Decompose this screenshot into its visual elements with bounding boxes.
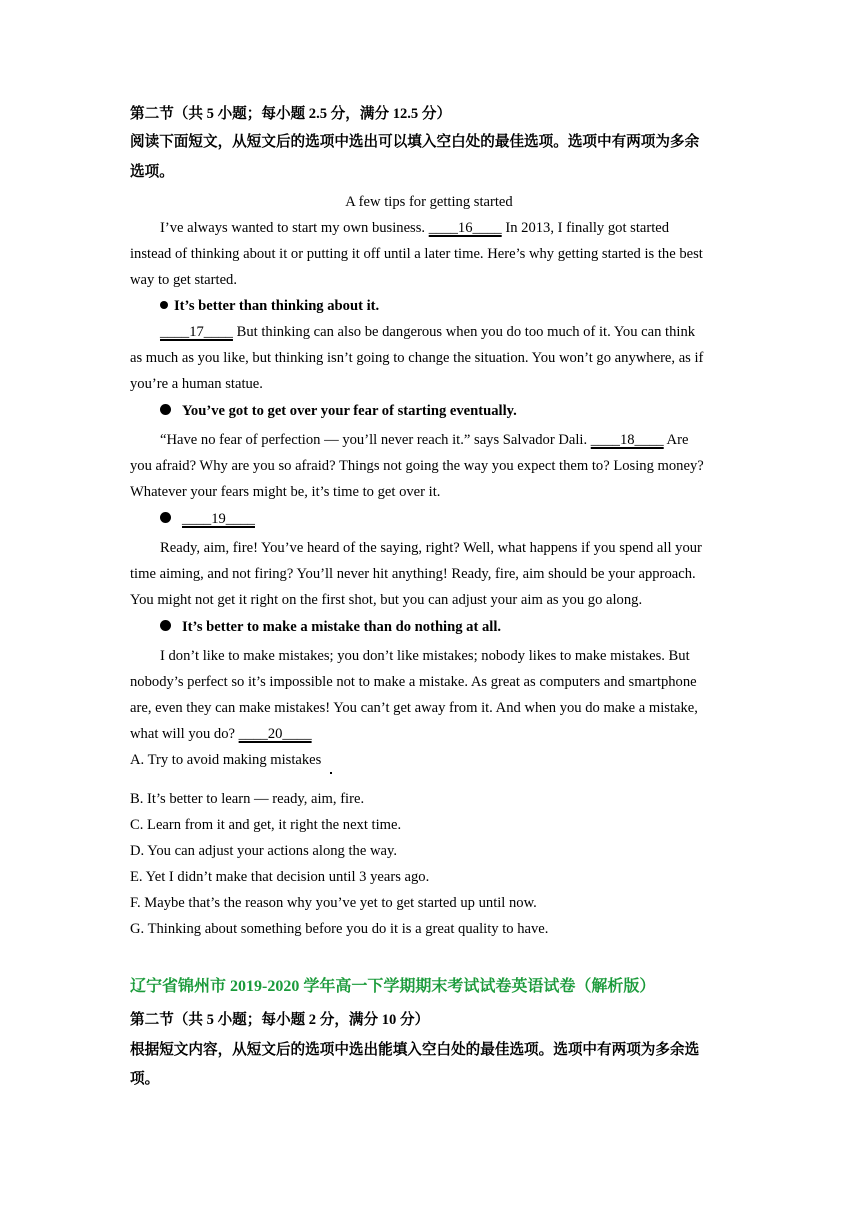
option-d: D. You can adjust your actions along the way. <box>130 843 397 859</box>
bullet-icon <box>160 512 171 523</box>
subheading-3 <box>160 509 255 529</box>
section-heading: 第二节（共 5 小题；每小题 2.5 分，满分 12.5 分） <box>130 106 452 122</box>
subheading-4: It’s better to make a mistake than do nothing at all. <box>160 617 501 637</box>
paragraph-3-line-2: you afraid? Why are you so afraid? Things not going the way you expect them to? Losing money? <box>130 458 704 474</box>
section-2-instruction-line1: 根据短文内容，从短文后的选项中选出能填入空白处的最佳选项。选项中有两项为多余选 <box>130 1042 700 1058</box>
paragraph-5-line-4: what will you do? ____20____ <box>130 726 312 742</box>
paragraph-4-line-1: Ready, aim, fire! You’ve heard of the saying, right? Well, what happens if you spend all your <box>160 540 702 556</box>
paragraph-3-line-1: “Have no fear of perfection — you’ll never reach it.” says Salvador Dali. ____18____ Are <box>160 432 689 448</box>
blank-20: ____20____ <box>238 726 312 742</box>
option-c: C. Learn from it and get, it right the next time. <box>130 817 402 833</box>
blank-19: ____19____ <box>182 511 255 527</box>
paragraph-4-line-3: You might not get it right on the first shot, but you can adjust your aim as you go along. <box>130 592 643 608</box>
source-title: 辽宁省锦州市 2019-2020 学年高一下学期期末考试试卷英语试卷（解析版） <box>130 978 656 995</box>
bullet-icon <box>160 301 168 309</box>
subheading-2: You’ve got to get over your fear of starting eventually. <box>160 401 517 421</box>
section-2-instruction-line2: 项。 <box>130 1071 160 1087</box>
blank-18: ____18____ <box>590 432 664 448</box>
paragraph-1-line-1: I’ve always wanted to start my own business. ____16____ In 2013, I finally got started <box>160 220 670 236</box>
passage-title: A few tips for getting started <box>345 194 513 210</box>
bullet-icon <box>160 620 171 631</box>
paragraph-1-line-3: way to get started. <box>130 272 237 288</box>
paragraph-1-line-2: instead of thinking about it or putting it off until a later time. Here’s why getting started is the best <box>130 246 703 262</box>
bullet-icon <box>160 404 171 415</box>
option-f: F. Maybe that’s the reason why you’ve yet to get started up until now. <box>130 895 537 911</box>
section-2-heading: 第二节（共 5 小题；每小题 2 分，满分 10 分） <box>130 1012 430 1028</box>
paragraph-5-line-1: I don’t like to make mistakes; you don’t like mistakes; nobody likes to make mistakes. But <box>160 648 690 664</box>
option-e: E. Yet I didn’t make that decision until 3 years ago. <box>130 869 430 885</box>
paragraph-2-line-3: you’re a human statue. <box>130 376 263 392</box>
paragraph-2-line-1: ____17____ But thinking can also be dangerous when you do too much of it. You can think <box>160 324 696 340</box>
blank-17: ____17____ <box>160 324 233 340</box>
paragraph-5-line-2: nobody’s perfect so it’s impossible not to make a mistake. As great as computers and smartphone <box>130 674 697 690</box>
blank-16: ____16____ <box>428 220 502 236</box>
paragraph-3-line-3: Whatever your fears might be, it’s time to get over it. <box>130 484 441 500</box>
section-instruction-line2: 选项。 <box>130 164 174 180</box>
option-a: A. Try to avoid making mistakes <box>130 752 322 768</box>
option-g: G. Thinking about something before you do it is a great quality to have. <box>130 921 549 937</box>
paragraph-5-line-3: are, even they can make mistakes! You can’t get away from it. And when you do make a mistake, <box>130 700 698 716</box>
subheading-1: It’s better than thinking about it. <box>160 296 379 316</box>
paragraph-4-line-2: time aiming, and not firing? You’ll never hit anything! Ready, fire, aim should be your approach. <box>130 566 696 582</box>
section-instruction-line1: 阅读下面短文，从短文后的选项中选出可以填入空白处的最佳选项。选项中有两项为多余 <box>130 134 700 150</box>
stray-dot <box>330 772 332 774</box>
option-b: B. It’s better to learn — ready, aim, fire. <box>130 791 365 807</box>
paragraph-2-line-2: as much as you like, but thinking isn’t going to change the situation. You won’t go anywhere, as if <box>130 350 704 366</box>
